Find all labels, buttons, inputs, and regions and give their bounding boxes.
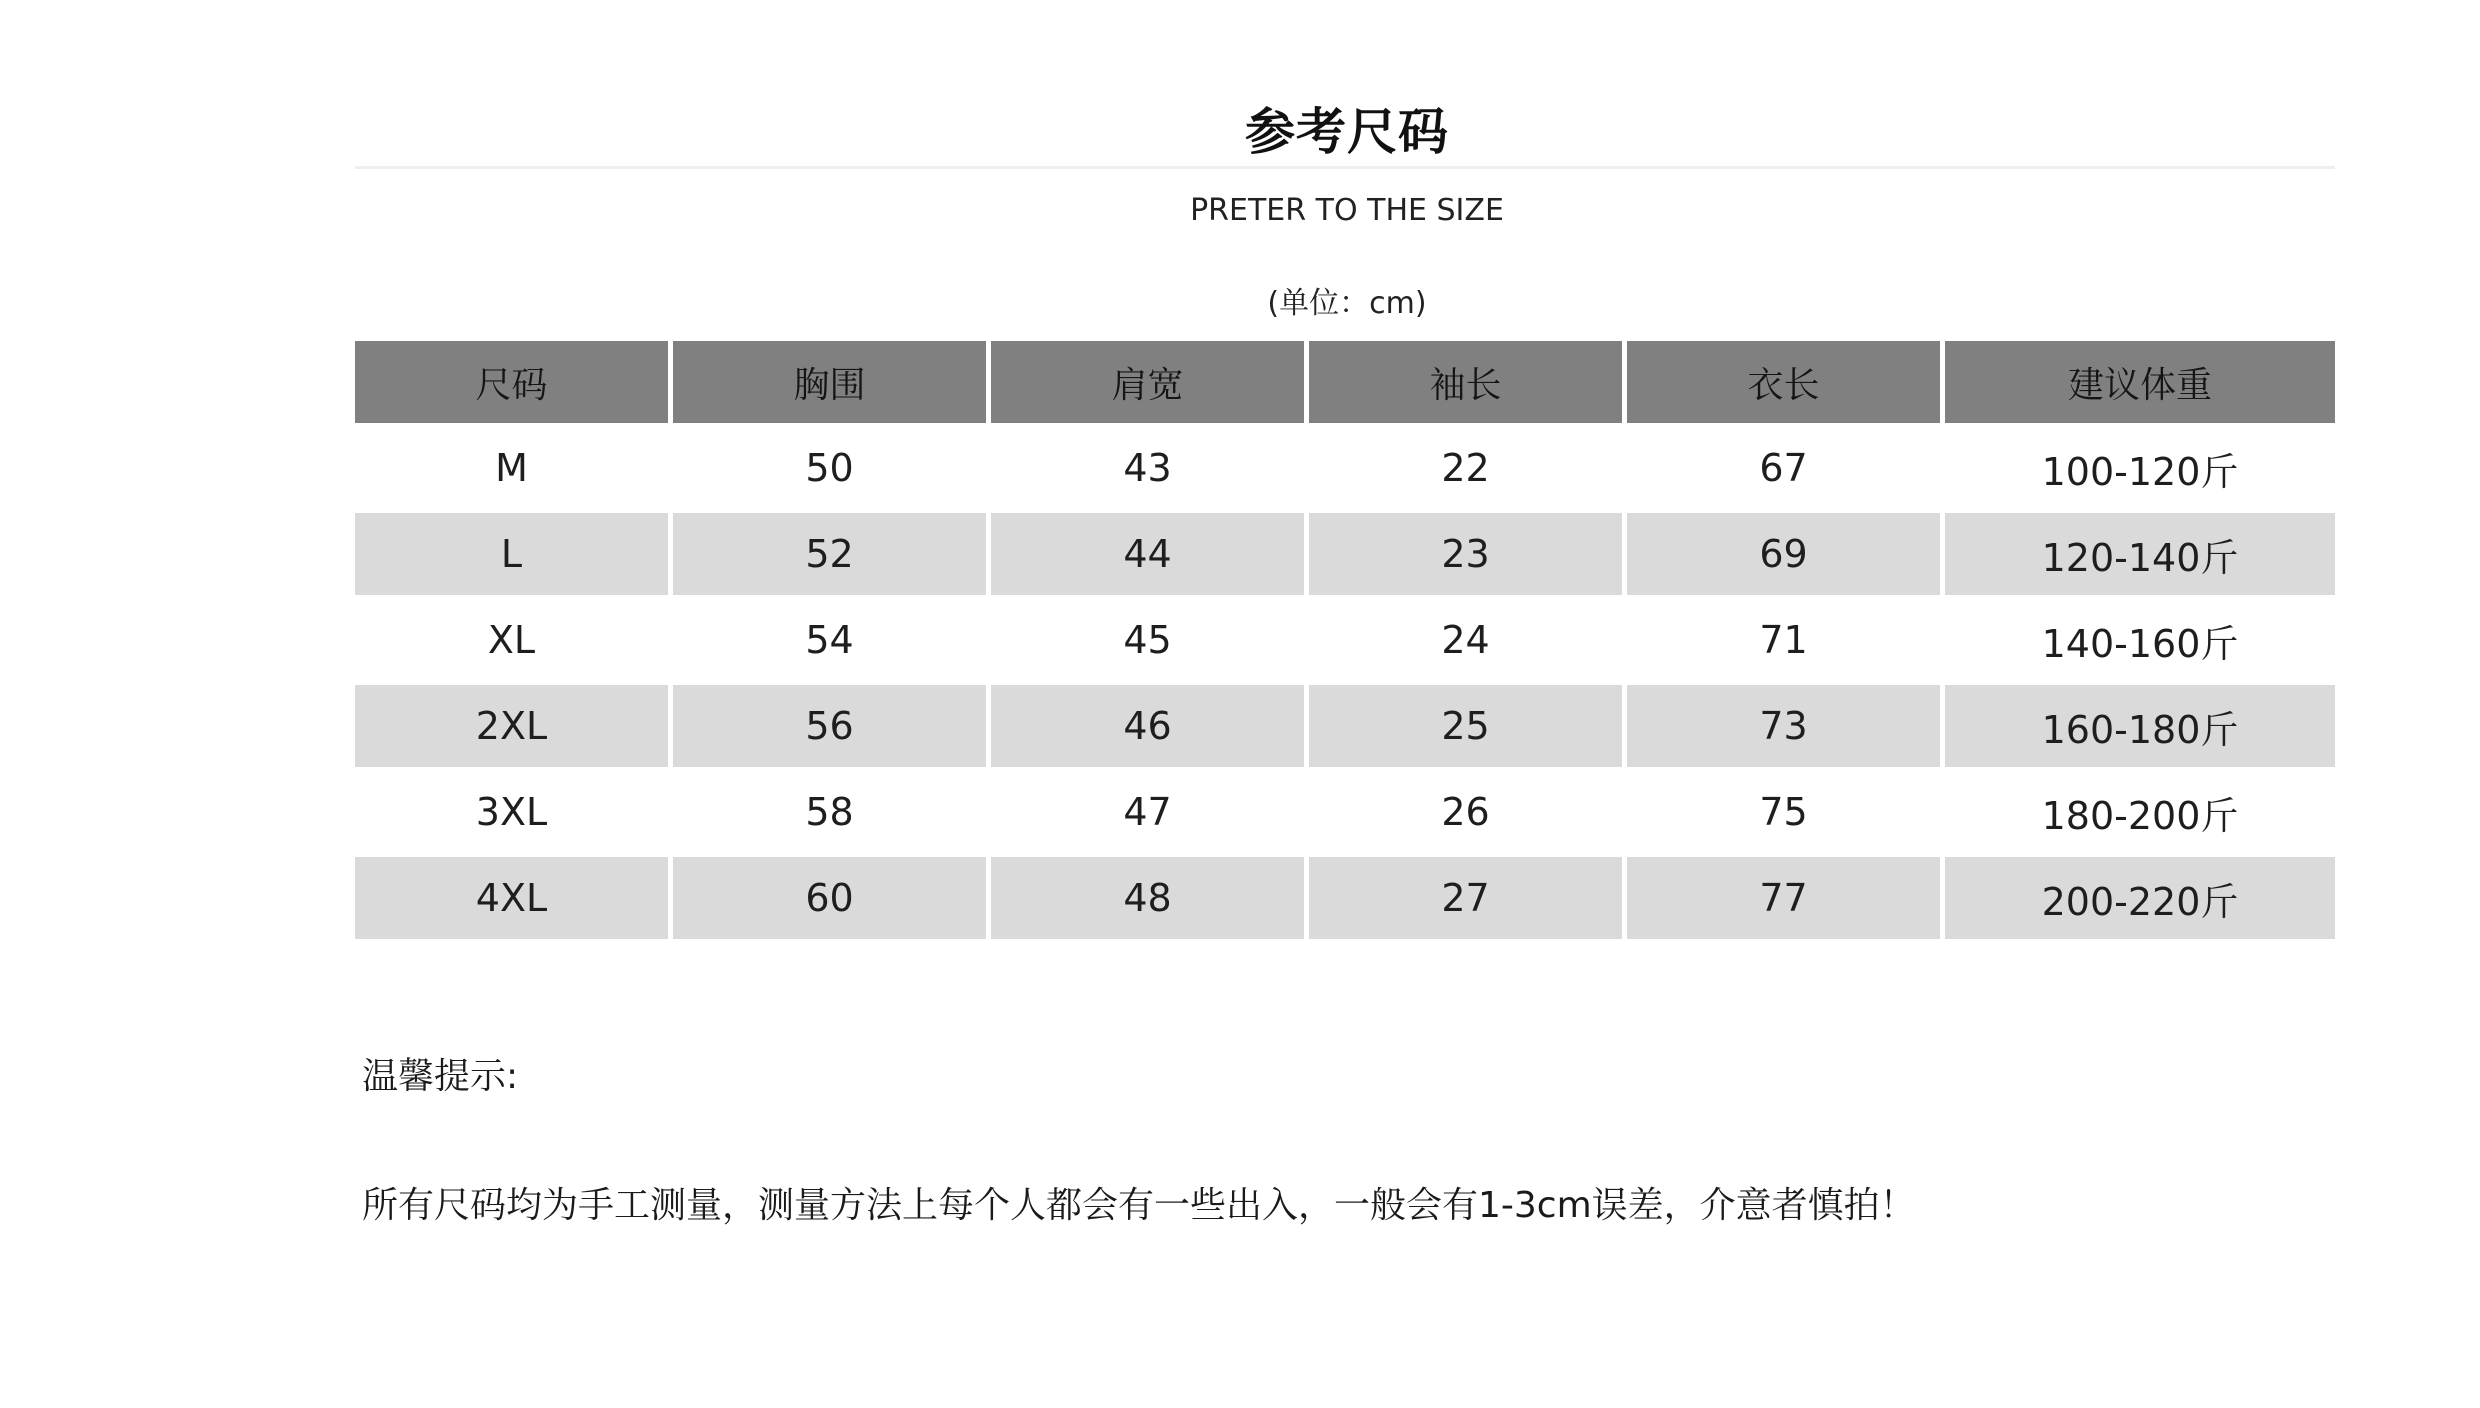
table-cell-shoulder: 48 (991, 857, 1304, 939)
table-cell-shoulder: 45 (991, 599, 1304, 681)
table-cell-sleeve: 22 (1309, 427, 1622, 509)
table-cell-size: 3XL (355, 771, 668, 853)
table-cell-chest: 52 (673, 513, 986, 595)
page-title: 参考尺码 (1245, 103, 1449, 161)
table-cell-length: 67 (1627, 427, 1940, 509)
tips-title: 温馨提示: (362, 1056, 519, 1097)
table-cell-weight: 140-160斤 (1945, 599, 2335, 681)
table-cell-length: 73 (1627, 685, 1940, 767)
header-cell-sleeve: 袖长 (1309, 341, 1622, 423)
tips-text: 所有尺码均为手工测量，测量方法上每个人都会有一些出入，一般会有1-3cm误差，介意者慎拍！ (362, 1185, 1916, 1226)
header-cell-shoulder: 肩宽 (991, 341, 1304, 423)
table-cell-weight: 120-140斤 (1945, 513, 2335, 595)
table-cell-size: L (355, 513, 668, 595)
table-cell-weight: 160-180斤 (1945, 685, 2335, 767)
header-cell-size: 尺码 (355, 341, 668, 423)
table-cell-chest: 58 (673, 771, 986, 853)
table-cell-sleeve: 25 (1309, 685, 1622, 767)
table-cell-length: 71 (1627, 599, 1940, 681)
table-cell-weight: 200-220斤 (1945, 857, 2335, 939)
table-row (355, 427, 2335, 513)
header-cell-weight: 建议体重 (1945, 341, 2335, 423)
title-divider (355, 166, 2335, 169)
page-subtitle: PRETER TO THE SIZE (1190, 193, 1504, 228)
table-cell-shoulder: 44 (991, 513, 1304, 595)
table-cell-length: 69 (1627, 513, 1940, 595)
table-cell-chest: 60 (673, 857, 986, 939)
table-cell-sleeve: 26 (1309, 771, 1622, 853)
header-cell-length: 衣长 (1627, 341, 1940, 423)
table-cell-weight: 180-200斤 (1945, 771, 2335, 853)
table-cell-chest: 54 (673, 599, 986, 681)
header-cell-chest: 胸围 (673, 341, 986, 423)
table-cell-sleeve: 24 (1309, 599, 1622, 681)
table-cell-chest: 50 (673, 427, 986, 509)
table-cell-length: 77 (1627, 857, 1940, 939)
table-cell-size: M (355, 427, 668, 509)
table-row (355, 771, 2335, 857)
table-row (355, 513, 2335, 599)
size-table (355, 341, 2335, 943)
table-row (355, 685, 2335, 771)
table-row (355, 857, 2335, 943)
table-cell-shoulder: 43 (991, 427, 1304, 509)
table-cell-sleeve: 27 (1309, 857, 1622, 939)
table-cell-shoulder: 46 (991, 685, 1304, 767)
table-cell-size: 2XL (355, 685, 668, 767)
table-header-row (355, 341, 2335, 427)
table-cell-shoulder: 47 (991, 771, 1304, 853)
table-row (355, 599, 2335, 685)
unit-note: (单位：cm) (1267, 286, 1427, 321)
table-cell-size: 4XL (355, 857, 668, 939)
table-cell-chest: 56 (673, 685, 986, 767)
table-cell-length: 75 (1627, 771, 1940, 853)
table-cell-sleeve: 23 (1309, 513, 1622, 595)
table-cell-weight: 100-120斤 (1945, 427, 2335, 509)
table-cell-size: XL (355, 599, 668, 681)
